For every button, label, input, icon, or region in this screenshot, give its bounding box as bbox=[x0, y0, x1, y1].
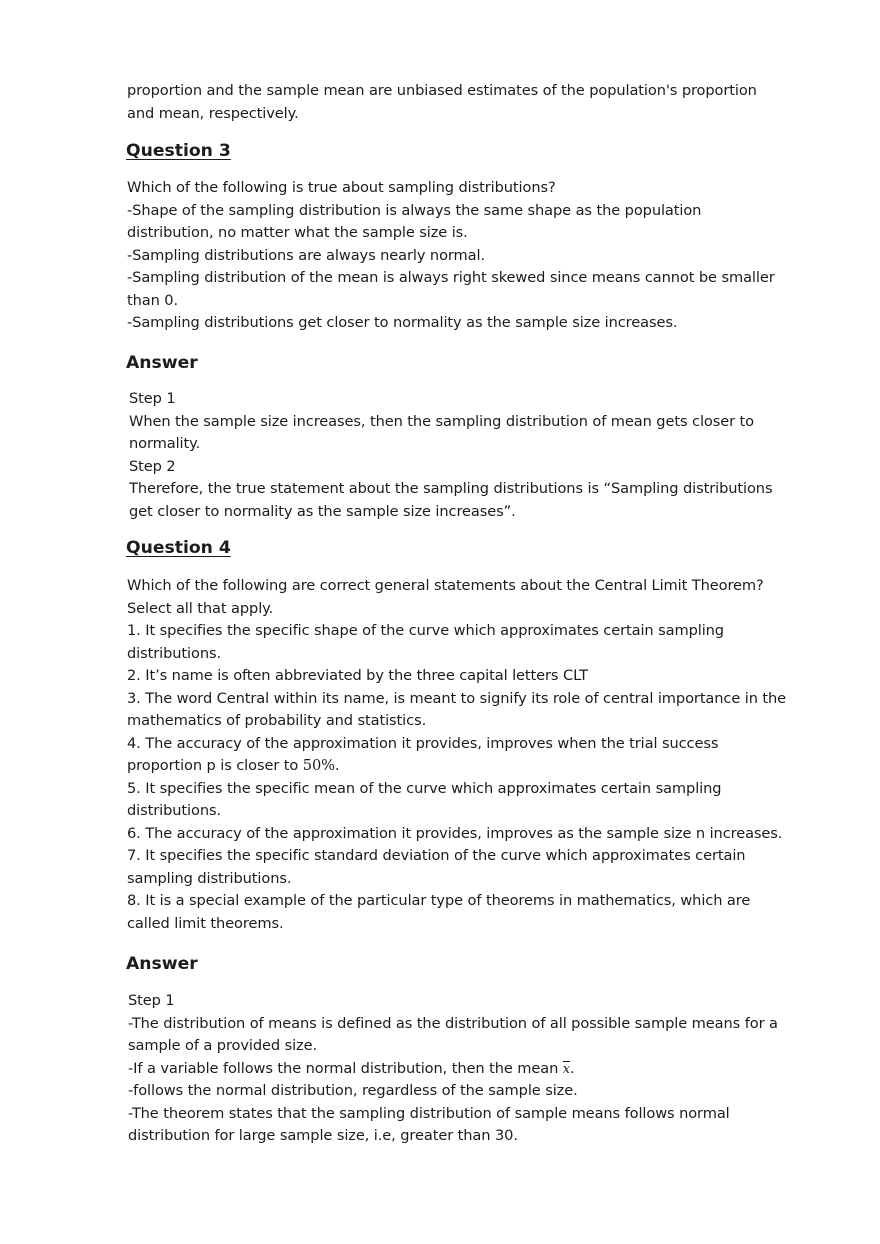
answer-line: -follows the normal distribution, regardless of the sample size. bbox=[128, 1082, 578, 1099]
question-line: sampling distributions. bbox=[127, 869, 292, 887]
question-line: mathematics of probability and statistics. bbox=[127, 712, 427, 729]
question-line: 2. It’s name is often abbreviated by the three capital letters CLT bbox=[127, 667, 588, 684]
percent-line-prefix: proportion p is closer to bbox=[127, 757, 303, 774]
answer-line: Therefore, the true statement about the sampling distributions is “Sampling distributions bbox=[129, 480, 773, 497]
question-3-heading: Question 3 bbox=[126, 141, 231, 161]
answer-line: When the sample size increases, then the sampling distribution of mean gets closer to bbox=[129, 412, 754, 430]
question-line: -Sampling distributions are always nearly normal. bbox=[127, 246, 485, 264]
question-line: distributions. bbox=[127, 802, 222, 819]
answer-line: sample of a provided size. bbox=[128, 1037, 318, 1054]
question-4-heading: Question 4 bbox=[126, 538, 231, 558]
question-line: 1. It specifies the specific shape of the curve which approximates certain sampling bbox=[127, 622, 724, 639]
answer-line: distribution for large sample size, i.e, greater than 30. bbox=[128, 1127, 518, 1144]
question-line: 6. The accuracy of the approximation it provides, improves as the sample size n increases. bbox=[127, 824, 783, 842]
percent-value: 50% bbox=[302, 757, 335, 774]
answer-line: Step 1 bbox=[129, 390, 176, 407]
percent-line-suffix: . bbox=[334, 757, 340, 774]
question-line: 4. The accuracy of the approximation it provides, improves when the trial success bbox=[127, 734, 719, 752]
question-line: -Shape of the sampling distribution is always the same shape as the population bbox=[127, 201, 702, 219]
answer-line: -The theorem states that the sampling distribution of sample means follows normal bbox=[128, 1104, 730, 1122]
xbar-symbol: $\overline{x}$ bbox=[562, 1061, 571, 1077]
answer-line: -The distribution of means is defined as the distribution of all possible sample means for a bbox=[128, 1014, 778, 1032]
answer-line: Step 1 bbox=[128, 992, 175, 1009]
answer-line: Step 2 bbox=[129, 457, 176, 475]
question-line: called limit theorems. bbox=[127, 914, 284, 932]
question-line: 8. It is a special example of the particular type of theorems in mathematics, which are bbox=[127, 892, 751, 909]
question-line: 7. It specifies the specific standard deviation of the curve which approximates certain bbox=[127, 847, 746, 864]
answer-line: normality. bbox=[129, 435, 201, 452]
question-line: -Sampling distribution of the mean is always right skewed since means cannot be smaller bbox=[127, 269, 775, 286]
intro-line: proportion and the sample mean are unbiased estimates of the population's proportion bbox=[127, 82, 757, 99]
question-line: Select all that apply. bbox=[127, 599, 274, 617]
answer-line-xbar bbox=[128, 1058, 575, 1081]
intro-line: and mean, respectively. bbox=[127, 104, 299, 122]
answer-line: get closer to normality as the sample size increases”. bbox=[129, 502, 516, 520]
answer-3-heading: Answer bbox=[126, 353, 198, 373]
xbar-line-suffix: . bbox=[570, 1059, 575, 1077]
question-line-percent bbox=[127, 755, 339, 777]
answer-4-heading: Answer bbox=[126, 954, 198, 974]
question-line: Which of the following are correct general statements about the Central Limit Theorem? bbox=[127, 577, 764, 594]
question-line: -Sampling distributions get closer to normality as the sample size increases. bbox=[127, 314, 678, 331]
question-line: distributions. bbox=[127, 644, 222, 662]
xbar-line-prefix: -If a variable follows the normal distribution, then the mean bbox=[128, 1059, 563, 1077]
question-line: Which of the following is true about sampling distributions? bbox=[127, 179, 556, 196]
question-line: than 0. bbox=[127, 291, 179, 309]
question-line: 3. The word Central within its name, is meant to signify its role of central importance in the bbox=[127, 689, 787, 707]
question-line: distribution, no matter what the sample size is. bbox=[127, 224, 468, 241]
question-line: 5. It specifies the specific mean of the curve which approximates certain sampling bbox=[127, 779, 722, 797]
